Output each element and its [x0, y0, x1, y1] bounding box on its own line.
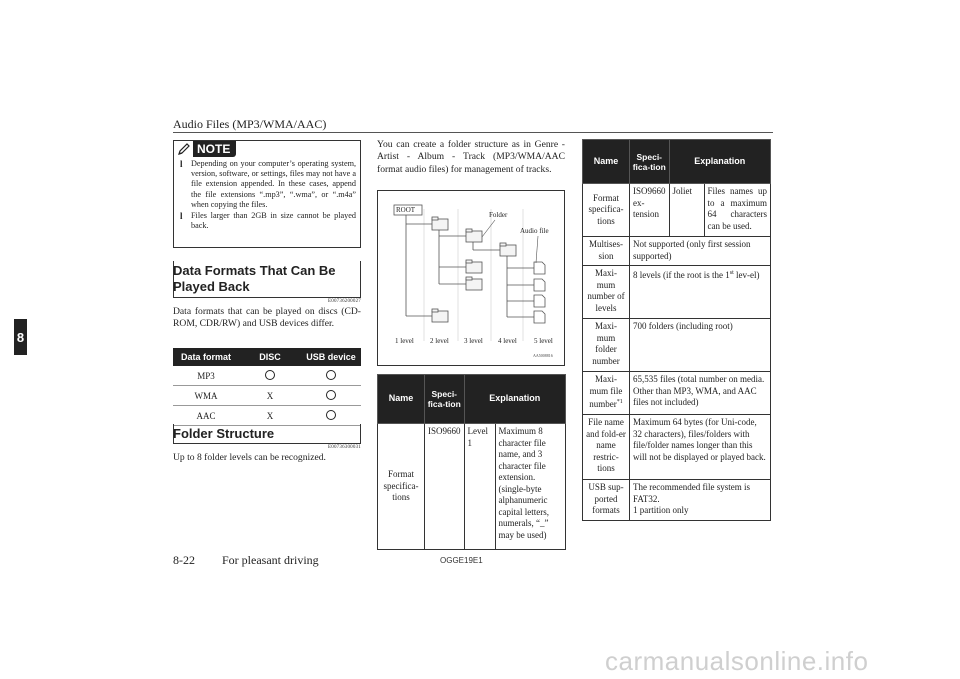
- diagram-audio-label: Audio file: [520, 227, 549, 235]
- explanation-text: 1 partition only: [633, 505, 689, 515]
- table-row: [583, 372, 771, 415]
- name-cell: Multises-sion: [583, 237, 630, 266]
- circle-icon: [326, 410, 336, 420]
- name-cell: USB sup-ported formats: [583, 480, 630, 521]
- watermark: carmanualsonline.info: [605, 646, 869, 676]
- usb-cell: [301, 386, 361, 406]
- section-code: E00736200027: [328, 299, 361, 304]
- name-cell: File name and fold-er name restric-tions: [583, 415, 630, 480]
- section-rule-bottom: [173, 297, 361, 298]
- spec-cell: ISO9660 ex-tension: [630, 184, 670, 237]
- circle-icon: [326, 370, 336, 380]
- usb-cell: [301, 366, 361, 386]
- section-title-line: Played Back: [173, 279, 250, 294]
- name-cell: Maxi-mum number of levels: [583, 266, 630, 319]
- document-code: OGGE19E1: [440, 556, 483, 565]
- footnote-mark: *1: [616, 399, 623, 405]
- format-cell: AAC: [173, 406, 239, 426]
- folder-intro-text: You can create a folder structure as in Genre - Artist - Album - Track (MP3/WMA/AAC format audio files) for management of tracks.: [377, 139, 565, 175]
- col-header: Data format: [173, 348, 239, 366]
- explanation-cell: 700 folders (including root): [630, 319, 771, 372]
- section-code: E00736300031: [328, 445, 361, 450]
- col-header: DISC: [239, 348, 301, 366]
- circle-icon: [265, 370, 275, 380]
- sub-cell: Joliet: [669, 184, 704, 237]
- folder-structure-diagram: [377, 190, 565, 366]
- format-cell: WMA: [173, 386, 239, 406]
- section-rule-right: [360, 261, 361, 297]
- explanation-cell: Files names up to a maximum 64 characters can be used.: [704, 184, 770, 237]
- level-label: 5 level: [534, 337, 553, 345]
- section-body: Data formats that can be played on discs (CD-ROM, CDR/RW) and USB devices differ.: [173, 306, 361, 330]
- section-title-data-formats: [173, 263, 336, 295]
- col-header: Name: [378, 375, 425, 424]
- superscript: st: [729, 270, 734, 276]
- col-header: Name: [583, 140, 630, 184]
- note-body: [180, 159, 356, 232]
- table-row: [583, 319, 771, 372]
- disc-cell: X: [239, 406, 301, 426]
- note-box: [173, 140, 361, 248]
- col-header: Speci-fica-tion: [425, 375, 465, 424]
- explanation-cell: Maximum 8 character file name, and 3 character file extension. (single-byte alphanumeric capital letters, numerals, “_” may be used): [495, 424, 565, 550]
- explanation-text: lev-el): [733, 270, 760, 280]
- level-label: 2 level: [430, 337, 449, 345]
- explanation-cell: [630, 480, 771, 521]
- page-number: 8-22: [173, 553, 195, 567]
- note-item: l Depending on your computer’s operating system, version, software, or settings, files may not have a file extension appended. In these cases, append the file extensions “.mp3”, “.wma”, or “.m4a” when copying the files.: [180, 159, 356, 210]
- running-header: Audio Files (MP3/WMA/AAC): [173, 117, 327, 131]
- table-row: [583, 237, 771, 266]
- pencil-icon: [177, 143, 191, 156]
- explanation-cell: 65,535 files (total number on media. Other than MP3, WMA, and AAC files not included): [630, 372, 771, 415]
- table-header-row: [173, 348, 361, 366]
- chapter-tab: 8: [14, 319, 27, 355]
- col-header: USB device: [301, 348, 361, 366]
- table-row: [378, 424, 566, 550]
- header-rule: [173, 132, 773, 133]
- chapter-title: For pleasant driving: [222, 553, 319, 567]
- spec-table-right: [582, 139, 771, 521]
- section-rule-bottom: [173, 443, 361, 444]
- table-row: [583, 266, 771, 319]
- level-cell: Level 1: [464, 424, 495, 550]
- explanation-text: 8 levels (if the root is the 1: [633, 270, 730, 280]
- note-item: l Files larger than 2GB in size cannot be played back.: [180, 211, 356, 231]
- level-label: 4 level: [498, 337, 517, 345]
- explanation-cell: Maximum 64 bytes (for Uni-code, 32 characters), files/folders with file/folder names longer than this will not be displayed or played back.: [630, 415, 771, 480]
- table-row: [583, 415, 771, 480]
- diagram-root-label: ROOT: [396, 206, 416, 214]
- data-format-table: [173, 348, 361, 426]
- table-row: [173, 386, 361, 406]
- table-header-row: [378, 375, 566, 424]
- explanation-text: The recommended file system is FAT32.: [633, 482, 750, 504]
- explanation-cell: Not supported (only first session supported): [630, 237, 771, 266]
- note-label: NOTE: [193, 141, 236, 157]
- spec-cell: ISO9660: [425, 424, 465, 550]
- explanation-cell: [630, 266, 771, 319]
- name-cell: [583, 372, 630, 415]
- section-title-line: Data Formats That Can Be: [173, 263, 336, 278]
- format-cell: MP3: [173, 366, 239, 386]
- usb-cell: [301, 406, 361, 426]
- diagram-code: AA5008816: [533, 353, 553, 358]
- diagram-folder-label: Folder: [489, 211, 508, 219]
- section-title-folder-structure: Folder Structure: [173, 426, 275, 441]
- section-body: Up to 8 folder levels can be recognized.: [173, 452, 326, 463]
- name-cell: Format specifica-tions: [583, 184, 630, 237]
- circle-icon: [326, 390, 336, 400]
- name-cell: Maxi-mum folder number: [583, 319, 630, 372]
- table-row: [173, 366, 361, 386]
- disc-cell: X: [239, 386, 301, 406]
- table-row: [583, 480, 771, 521]
- name-text: Maxi-mum file number: [589, 374, 623, 409]
- section-rule-right: [360, 424, 361, 443]
- table-row: [583, 184, 771, 237]
- disc-cell: [239, 366, 301, 386]
- col-header: Speci-fica-tion: [630, 140, 670, 184]
- col-header: Explanation: [669, 140, 770, 184]
- spec-table-left: [377, 374, 566, 550]
- col-header: Explanation: [464, 375, 565, 424]
- table-row: [173, 406, 361, 426]
- name-cell: Format specifica-tions: [378, 424, 425, 550]
- level-label: 1 level: [395, 337, 414, 345]
- table-header-row: [583, 140, 771, 184]
- level-label: 3 level: [464, 337, 483, 345]
